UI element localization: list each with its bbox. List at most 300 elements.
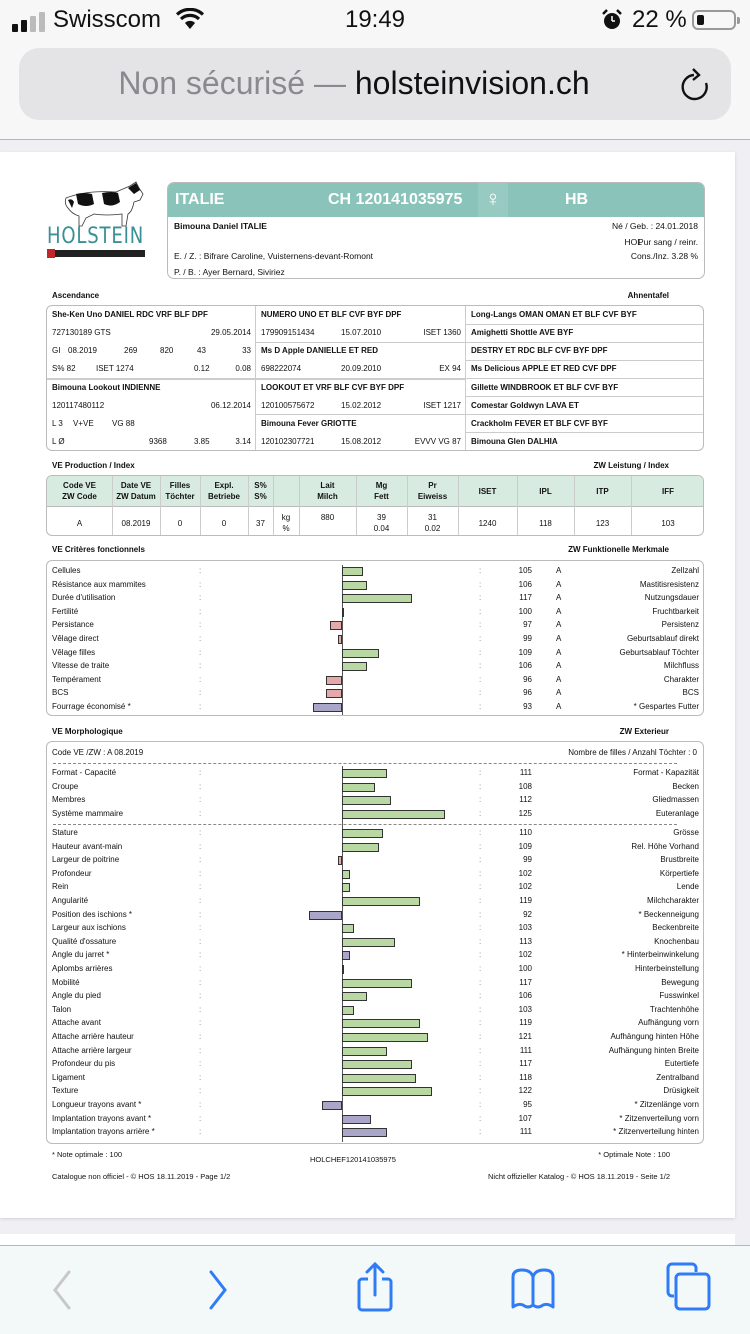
trait-row [47,606,705,620]
separator: : [479,768,482,777]
separator: : [199,1100,202,1109]
separator: : [479,1059,482,1069]
trait-row [47,909,705,923]
separator: : [479,781,482,791]
forward-icon[interactable] [203,1268,233,1312]
functional-traits-chart [46,560,704,716]
trait-label-de: Aufhängung hinten Breite [608,1045,699,1055]
separator: : [479,1113,482,1123]
trait-label-de: Eutertiefe [664,1059,699,1069]
separator: : [199,606,202,616]
separator: : [199,781,202,791]
trait-row [47,781,705,795]
trait-row [47,990,705,1004]
trait-row [47,1099,705,1113]
trait-label-fr: Vitesse de traite [52,661,110,671]
trait-bar [330,621,342,630]
sire-gi-value: 269 [124,346,138,355]
sd-id-row [256,360,465,378]
trait-label-fr: Fourrage économisé * [52,702,131,711]
sire-id-row [47,324,255,342]
separator: : [479,647,482,657]
separator: : [479,1032,482,1041]
separator: : [199,566,202,575]
sd-id: 698222074 [261,364,302,373]
trait-bar [309,911,342,920]
separator: : [479,593,482,603]
trait-value: 111 [519,1045,532,1055]
separator: : [199,795,202,805]
separator: : [479,661,482,671]
ds-id-row [256,397,465,415]
trait-row [47,881,705,895]
dam-lo-row [47,433,255,451]
production-value: kg % [281,513,291,533]
separator: : [199,977,202,987]
trait-label-fr: BCS [52,688,69,698]
trait-row [47,1126,705,1140]
trait-row [47,565,705,579]
production-header: Filles Töchter [165,481,195,501]
trait-label-fr: Cellules [52,566,81,575]
trait-row [47,949,705,963]
separator: : [479,702,482,711]
separator: : [199,688,202,698]
trait-label-fr: Longueur trayons avant * [52,1100,142,1109]
production-header: Lait Milch [317,481,338,501]
separator: : [479,828,482,837]
trait-label-de: * Zitzenverteilung vorn [619,1113,699,1123]
sire-fat-pct: 0.12 [194,364,210,373]
trait-label-fr: Fertilité [52,606,79,616]
separator: : [199,1127,202,1137]
logo-wordmark: HOLSTEIN [47,224,145,249]
gen3-ancestor: DESTRY ET RDC BLF CVF BYF DPF [471,346,608,355]
separator: : [199,1086,202,1096]
trait-grade: A [556,634,562,643]
production-header: Mg Fett [374,481,389,501]
dam-avg-fat: 3.85 [194,437,210,446]
pedigree-title-de: Ahnentafel [627,291,669,300]
trait-grade: A [556,620,562,630]
pedigree-table [46,305,704,451]
trait-label-de: Lende [676,882,699,892]
production-header: IFF [662,487,674,496]
trait-bar [342,883,350,892]
trait-row [47,1085,705,1099]
separator: : [479,896,482,905]
trait-row [47,701,705,715]
separator: : [199,909,202,919]
trait-label-de: Becken [672,781,699,791]
separator: : [199,1045,202,1055]
address-bar[interactable] [19,48,731,120]
trait-row [47,1045,705,1059]
dd-id: 120102307721 [261,437,315,446]
separator: : [199,1059,202,1069]
dd-score: EVVV VG 87 [414,437,461,446]
trait-label-de: * Gespartes Futter [633,702,699,711]
trait-label-de: Brustbreite [660,855,699,865]
separator: : [479,1004,482,1014]
separator: : [199,634,202,643]
trait-value: 103 [518,1004,532,1014]
trait-label-de: Euteranlage [655,808,699,818]
gen3-ancestor: Long-Langs OMAN OMAN ET BLF CVF BYF [471,310,637,319]
separator: : [479,1072,482,1082]
trait-bar [342,938,395,947]
trait-label-de: Charakter [663,674,699,684]
separator: : [479,855,482,865]
trait-label-de: Gliedmassen [652,795,699,805]
separator: : [199,855,202,865]
dd-name: Bimouna Fever GRIOTTE [261,419,357,428]
birth-date: Né / Geb. : 24.01.2018 [611,221,698,231]
sire-s-row [47,360,255,378]
separator: : [199,702,202,711]
trait-grade: A [556,593,562,603]
trait-value: 106 [518,661,532,671]
trait-bar [342,783,375,792]
trait-value: 108 [518,781,532,791]
breeder: P. / B. : Ayer Bernard, Siviriez [174,267,285,277]
separator: : [479,991,482,1001]
trait-value: 122 [518,1086,532,1096]
production-header: Expl. Betriebe [207,481,240,501]
dd-id-row [256,433,465,451]
separator: : [479,868,482,878]
trait-row [47,922,705,936]
purity: Pur sang / reinr. [637,237,698,247]
separator: : [479,950,482,960]
separator: : [479,606,482,616]
trait-row [47,1058,705,1072]
inbreeding: Cons./Inz. 3.28 % [630,251,698,261]
trait-label-fr: Hauteur avant-main [52,841,123,851]
back-icon[interactable] [47,1268,77,1312]
functional-title-fr: VE Critères fonctionnels [52,545,145,554]
trait-value: 95 [523,1100,532,1109]
production-header: Date VE ZW Datum [116,481,156,501]
trait-value: 97 [523,620,532,630]
dam-id-row [47,397,255,415]
trait-label-fr: Rein [52,882,69,892]
production-value: 39 0.04 [373,513,390,533]
trait-label-de: Zellzahl [671,566,699,575]
sire-gi-date: 08.2019 [68,346,97,355]
trait-label-fr: Attache arrière largeur [52,1045,132,1055]
trait-bar [338,635,342,644]
trait-label-de: BCS [682,688,699,698]
trait-label-de: Mastitisresistenz [639,579,699,589]
separator: : [479,1045,482,1055]
separator: : [479,795,482,805]
trait-value: 105 [518,566,532,575]
trait-label-de: Fruchtbarkeit [652,606,699,616]
trait-value: 112 [519,795,532,805]
tabs-icon[interactable] [664,1262,714,1312]
trait-row [47,963,705,977]
trait-row [47,854,705,868]
trait-label-fr: Résistance aux mammites [52,579,146,589]
battery-icon [692,10,736,30]
production-table [46,475,704,536]
trait-value: 109 [518,647,532,657]
separator: : [479,923,482,933]
trait-bar [342,979,412,988]
trait-row [47,1072,705,1086]
dam-avg-protein: 3.14 [235,437,251,446]
trait-label-de: * Beckenneigung [638,909,699,919]
ds-id: 120100575672 [261,401,315,410]
production-header [273,486,299,497]
separator: : [479,579,482,589]
trait-row [47,1017,705,1031]
production-value: 123 [595,519,610,528]
separator: : [199,1072,202,1082]
trait-label-fr: Système mammaire [52,808,124,818]
separator: : [199,841,202,851]
trait-label-de: Trachtenhöhe [649,1004,699,1014]
sd-score: EX 94 [439,364,461,373]
logo-switzerland-strip [47,250,145,257]
separator: : [199,647,202,657]
animal-full-name: Bimouna Daniel ITALIE [174,221,267,231]
trait-value: 121 [518,1032,532,1041]
ds-iset: ISET 1217 [423,401,461,410]
trait-bar [342,662,367,671]
document-code: HOLCHEF120141035975 [310,1155,396,1164]
separator: : [479,1018,482,1028]
trait-row [47,687,705,701]
trait-value: 103 [518,923,532,933]
trait-bar [326,676,342,685]
trait-row [47,868,705,882]
female-icon: ♀ [478,183,508,217]
gen3-ancestor: Gillette WINDBROOK ET BLF CVF BYF [471,383,619,392]
trait-value: 117 [519,1059,532,1069]
trait-bar [342,581,367,590]
dam-score: VG 88 [112,419,135,428]
trait-value: 96 [523,688,532,698]
production-header: IPL [539,487,552,496]
trait-label-fr: Profondeur du pis [52,1059,116,1069]
pedigree-title-fr: Ascendance [52,291,100,300]
dam-id: 120117480112 [52,401,105,410]
trait-value: 93 [523,702,532,711]
trait-bar [342,924,354,933]
trait-label-fr: Ligament [52,1072,85,1082]
separator: : [199,1018,202,1028]
trait-value: 111 [519,1127,532,1137]
production-header: ISET [478,487,497,496]
trait-value: 99 [523,855,532,865]
separator: : [199,579,202,589]
trait-label-fr: Format - Capacité [52,768,117,777]
trait-label-fr: Implantation trayons avant * [52,1113,152,1123]
trait-label-fr: Largeur de poitrine [52,855,120,865]
trait-label-de: Aufhängung vorn [638,1018,699,1028]
separator: : [199,808,202,818]
ss-id-row [256,324,465,342]
trait-bar [342,769,387,778]
trait-label-de: * Zitzenlänge vorn [634,1100,699,1109]
trait-bar [342,965,344,974]
sire-s-pct: S% 82 [52,364,76,373]
trait-bar [342,1006,354,1015]
separator: : [199,923,202,933]
sd-name: Ms D Apple DANIELLE ET RED [261,346,379,355]
trait-row [47,841,705,855]
production-header: Pr Eiweiss [417,481,448,501]
trait-bar [342,843,379,852]
trait-label-fr: Croupe [52,781,79,791]
trait-value: 107 [518,1113,532,1123]
trait-label-fr: Angle du jarret * [52,950,110,960]
trait-label-fr: Aplombs arrières [52,964,113,973]
trait-bar [342,1047,387,1056]
trait-label-de: * Hinterbeinwinkelung [621,950,699,960]
ss-name: NUMERO UNO ET BLF CVF BYF DPF [261,310,402,319]
separator: : [199,620,202,630]
separator: : [479,1127,482,1137]
trait-label-de: Drüsigkeit [663,1086,699,1096]
trait-value: 113 [519,936,532,946]
ds-name: LOOKOUT ET VRF BLF CVF BYF DPF [261,383,405,392]
clock: 19:49 [344,6,406,33]
trait-label-de: Körpertiefe [659,868,699,878]
production-value: 08.2019 [121,519,151,528]
trait-grade: A [556,579,562,589]
production-value: 0 [221,519,227,528]
morphology-code: Code VE /ZW : A 08.2019 [52,748,144,757]
sd-date: 20.09.2010 [341,364,382,373]
gen3-ancestor: Bimouna Glen DALHIA [471,437,558,446]
trait-label-de: Format - Kapazität [633,768,699,777]
separator: : [199,950,202,960]
trait-row [47,579,705,593]
trait-label-fr: Largeur aux ischions [52,923,126,933]
production-title-de: ZW Leistung / Index [593,461,669,470]
dam-avg-label: L Ø [52,437,65,446]
trait-value: 110 [519,828,532,837]
trait-label-fr: Vêlage filles [52,647,96,657]
trait-value: 102 [518,868,532,878]
gen3-ancestor: Comestar Goldwyn LAVA ET [471,401,579,410]
production-value: 118 [539,519,552,528]
separator: : [479,634,482,643]
sire-protein-pct: 0.08 [235,364,251,373]
animal-header-card [167,182,705,279]
trait-bar [326,689,342,698]
trait-bar [342,1087,432,1096]
ss-date: 15.07.2010 [341,328,382,337]
security-label: Non sécurisé — [118,65,346,101]
trait-value: 118 [519,1072,532,1082]
trait-value: 100 [518,964,532,973]
trait-value: 100 [518,606,532,616]
trait-row [47,647,705,661]
gen3-ancestor: Amighetti Shottle AVE BYF [471,328,574,337]
reload-icon[interactable] [680,66,714,104]
separator: : [479,688,482,698]
trait-bar [342,796,391,805]
separator: : [199,661,202,671]
dd-date: 15.08.2012 [341,437,382,446]
trait-label-de: Zentralband [656,1072,699,1082]
trait-bar [342,1128,387,1137]
trait-label-de: Milchfluss [663,661,699,671]
trait-label-fr: Mobilité [52,977,80,987]
separator: : [479,1086,482,1096]
trait-label-de: Persistenz [661,620,699,630]
trait-label-de: Hinterbeinstellung [634,964,699,973]
sire-gi-milk: 820 [160,346,174,355]
trait-value: 102 [518,950,532,960]
bookmarks-icon[interactable] [510,1267,556,1311]
trait-row [47,619,705,633]
production-value: A [76,519,83,528]
production-title-fr: VE Production / Index [52,461,135,470]
trait-label-fr: Vêlage direct [52,634,99,643]
trait-value: 119 [519,1018,532,1028]
trait-row [47,936,705,950]
trait-label-de: Aufhängung hinten Höhe [610,1032,699,1041]
trait-row [47,1113,705,1127]
sire-iset: ISET 1274 [96,364,134,373]
trait-row [47,633,705,647]
animal-short-name: ITALIE [175,191,225,208]
trait-label-de: Nutzungsdauer [644,593,699,603]
browser-top-chrome [0,40,750,140]
trait-bar [342,1115,371,1124]
trait-row [47,808,705,822]
trait-label-fr: Profondeur [52,868,92,878]
trait-grade: A [556,688,562,698]
separator: : [199,674,202,684]
sire-gi-row [47,342,255,360]
separator: : [199,991,202,1001]
trait-label-fr: Implantation trayons arrière * [52,1127,155,1137]
trait-bar [342,1033,428,1042]
trait-label-fr: Tempérament [52,674,101,684]
trait-value: 92 [523,909,532,919]
trait-value: 96 [523,674,532,684]
trait-label-fr: Position des ischions * [52,909,133,919]
sire-id: 727130189 GTS [52,328,111,337]
breed: HOL [624,237,642,247]
ds-date: 15.02.2012 [341,401,382,410]
note-optimal-fr: * Note optimale : 100 [52,1150,123,1159]
trait-bar [313,703,342,712]
production-header: Code VE ZW Code [62,481,97,501]
separator: : [199,828,202,837]
separator: : [199,882,202,892]
separator: : [479,936,482,946]
separator: : [199,896,202,905]
separator: : [199,936,202,946]
separator: : [479,964,482,973]
browser-toolbar [0,1245,750,1334]
share-icon[interactable] [354,1261,396,1313]
gen3-ancestor: Crackholm FEVER ET BLF CVF BYF [471,419,608,428]
trait-bar [342,951,350,960]
trait-value: 106 [518,991,532,1001]
sire-date: 29.05.2014 [210,328,251,337]
trait-bar [342,870,350,879]
trait-label-de: Fusswinkel [659,991,699,1001]
trait-row [47,1031,705,1045]
